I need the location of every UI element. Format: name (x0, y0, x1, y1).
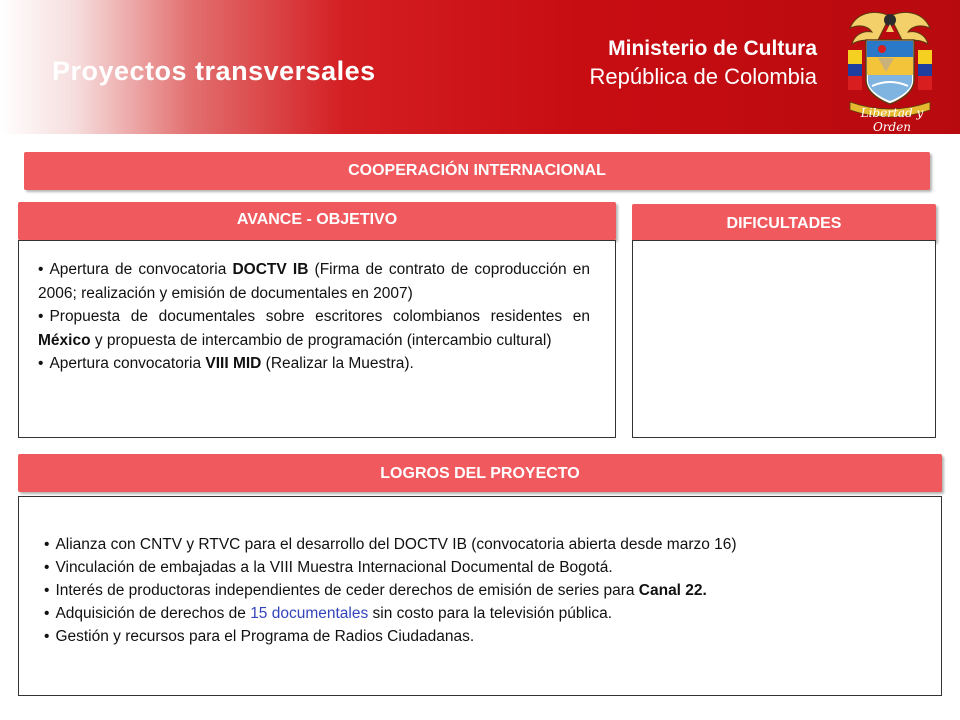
cooperacion-label: COOPERACIÓN INTERNACIONAL (348, 162, 606, 179)
avance-objetivo-bar (18, 202, 616, 240)
avance-list (38, 258, 590, 376)
list-item: • Interés de productoras independientes de ceder derechos de emisión de series para Canal 22. (44, 579, 914, 602)
logros-label: LOGROS DEL PROYECTO (380, 465, 580, 482)
header-banner (0, 0, 960, 134)
list-item: • Apertura de convocatoria DOCTV IB (Firma de contrato de coproducción en 2006; realización y emisión de documentales en 2007) (38, 258, 590, 305)
crest-motto: Libertad y Orden (860, 106, 924, 134)
ministry-line-2: República de Colombia (589, 64, 817, 89)
dificultades-box (632, 240, 936, 438)
list-item: • Gestión y recursos para el Programa de Radios Ciudadanas. (44, 625, 914, 648)
list-item: • Alianza con CNTV y RTVC para el desarrollo del DOCTV IB (convocatoria abierta desde marzo 16) (44, 533, 914, 556)
ministry-name (590, 36, 817, 92)
logros-list (44, 533, 914, 648)
list-item: • Vinculación de embajadas a la VIII Muestra Internacional Documental de Bogotá. (44, 556, 914, 579)
avance-label: AVANCE - OBJETIVO (236, 211, 398, 228)
page-title: Proyectos transversales (52, 56, 376, 86)
dificultades-bar (632, 204, 936, 242)
list-item: • Propuesta de documentales sobre escritores colombianos residentes en México y propuesta de intercambio de programación (intercambio cultural) (38, 305, 590, 352)
ministry-line-1: Ministerio de Cultura (608, 37, 817, 60)
list-item: • Adquisición de derechos de 15 documentales sin costo para la televisión pública. (44, 602, 914, 625)
cooperacion-internacional-bar (24, 152, 930, 190)
dificultades-label: DIFICULTADES (726, 215, 842, 232)
logros-del-proyecto-bar (18, 454, 942, 492)
list-item: • Apertura convocatoria VIII MID (Realizar la Muestra). (38, 352, 590, 376)
